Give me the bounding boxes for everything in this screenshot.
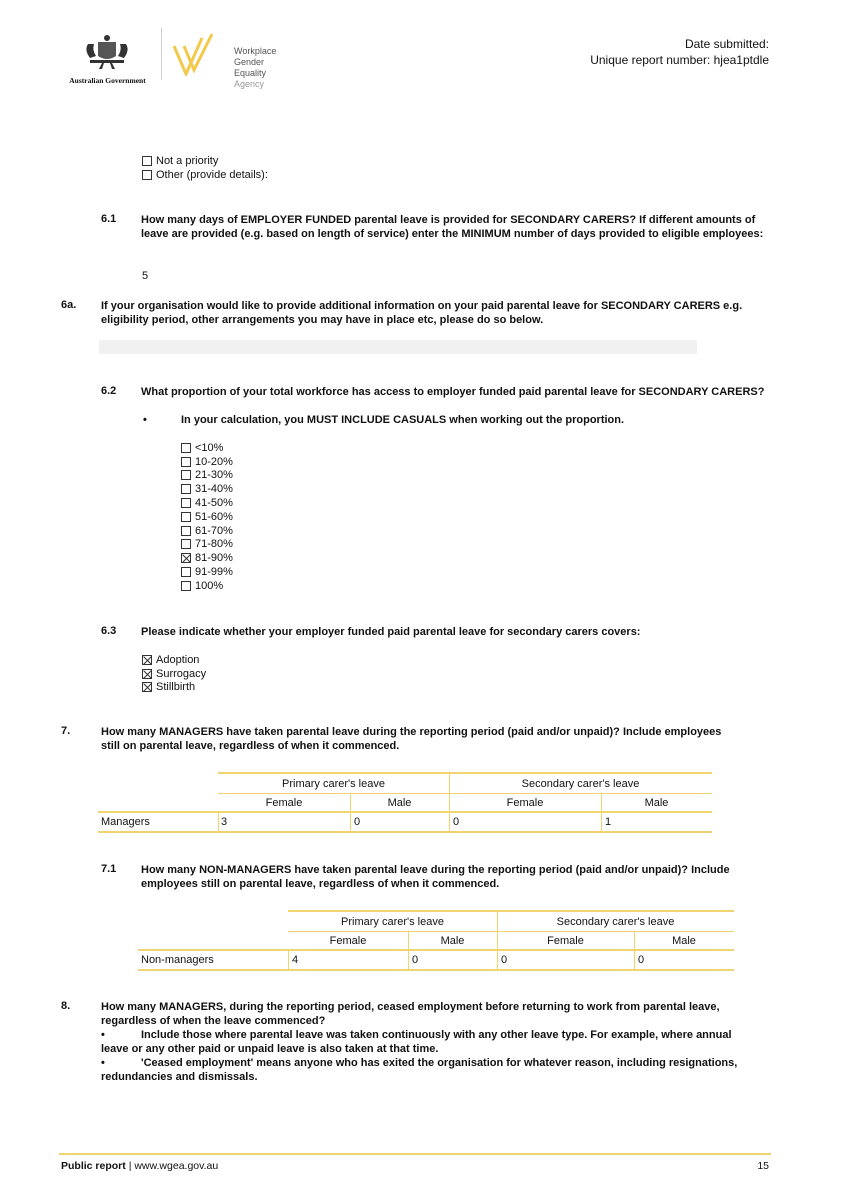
question-7-text: How many MANAGERS have taken parental leave during the reporting period (paid and/or unpaid)? Include employees still on parental leave, regardless of when it commenced.: [101, 726, 722, 752]
question-number: 7.: [61, 725, 71, 737]
option-not-a-priority[interactable]: Not a priority: [142, 154, 268, 168]
option-81-90[interactable]: 81-90%: [181, 551, 233, 565]
group-header-primary: Primary carer's leave: [341, 916, 444, 928]
col-header-female: Female: [506, 797, 544, 809]
managers-leave-table: [98, 772, 714, 834]
checkbox[interactable]: [181, 498, 191, 508]
header-divider: [161, 28, 162, 80]
question-6-1-answer: 5: [142, 270, 149, 282]
group-header-secondary: Secondary carer's leave: [556, 916, 675, 928]
option-21-30[interactable]: 21-30%: [181, 469, 233, 483]
proportion-options-list: [181, 441, 233, 593]
checkbox-checked[interactable]: [181, 553, 191, 563]
col-header-male: Male: [672, 935, 696, 947]
table-cell: 0: [354, 816, 361, 828]
col-header-male: Male: [440, 935, 465, 947]
checkbox-checked[interactable]: [142, 655, 152, 665]
bullet-marker: •: [101, 1057, 105, 1069]
option-other[interactable]: Other (provide details):: [142, 168, 268, 182]
table-cell: 0: [638, 954, 645, 966]
option-surrogacy[interactable]: Surrogacy: [142, 667, 206, 681]
question-6-2-bullet: In your calculation, you MUST INCLUDE CASUALS when working out the proportion.: [181, 414, 625, 426]
col-header-female: Female: [329, 935, 367, 947]
question-6a-text: If your organisation would like to provide additional information on your paid parental leave for SECONDARY CARERS e.g. eligibility period, other arrangements you may have in place etc, please do so below.: [101, 300, 743, 326]
table-cell: 3: [221, 816, 228, 828]
table-cell: 0: [501, 954, 508, 966]
question-number: 7.1: [101, 863, 117, 875]
government-label: Australian Government: [69, 76, 146, 85]
checkbox-checked[interactable]: [142, 682, 152, 692]
bullet-marker: •: [101, 1029, 105, 1041]
col-header-female: Female: [547, 935, 584, 947]
checkbox[interactable]: [181, 512, 191, 522]
question-number: 8.: [61, 1000, 71, 1012]
agency-name-line-1: Workplace: [234, 46, 277, 56]
checkbox[interactable]: [181, 443, 191, 453]
wgea-checkmark-icon: [172, 32, 224, 76]
checkbox[interactable]: [181, 470, 191, 480]
checkbox[interactable]: [181, 567, 191, 577]
checkbox[interactable]: [181, 539, 191, 549]
table-cell: 0: [412, 954, 419, 966]
non-managers-leave-table: [138, 910, 735, 972]
question-7-1-text: How many NON-MANAGERS have taken parental leave during the reporting period (paid and/or unpaid)? Include employees still on parental leave, regardless of when it commenced.: [141, 864, 730, 890]
additional-info-field[interactable]: [99, 340, 697, 354]
col-header-male: Male: [644, 797, 669, 809]
option-100[interactable]: 100%: [181, 579, 233, 593]
question-number: 6.3: [101, 625, 117, 637]
footer-public-report: Public report: [61, 1160, 126, 1172]
group-header-secondary: Secondary carer's leave: [521, 778, 640, 790]
footer-separator: |: [128, 1160, 132, 1172]
row-label: Non-managers: [141, 954, 214, 966]
question-6-3-text: Please indicate whether your employer funded paid parental leave for secondary carers covers:: [141, 626, 641, 638]
option-71-80[interactable]: 71-80%: [181, 538, 233, 552]
checkbox[interactable]: [142, 170, 152, 180]
question-8-text: How many MANAGERS, during the reporting period, ceased employment before returning to work from parental leave, regardless of when the leave commenced?: [101, 1001, 720, 1027]
wgea-logo: [172, 32, 292, 89]
question-6-1-text: How many days of EMPLOYER FUNDED parental leave is provided for SECONDARY CARERS? If different amounts of leave are provided (e.g. based on length of service) enter the MINIMUM number of days provided to eligible employees:: [141, 214, 764, 240]
row-label: Managers: [101, 816, 150, 828]
col-header-male: Male: [387, 797, 412, 809]
checkbox[interactable]: [181, 457, 191, 467]
table-cell: 4: [292, 954, 299, 966]
group-header-primary: Primary carer's leave: [282, 778, 385, 790]
government-crest-logo: [60, 32, 155, 85]
option-61-70[interactable]: 61-70%: [181, 524, 233, 538]
footer-website-link[interactable]: www.wgea.gov.au: [134, 1160, 219, 1172]
question-number: 6.1: [101, 213, 117, 225]
option-10-20[interactable]: 10-20%: [181, 455, 233, 469]
col-header-female: Female: [265, 797, 303, 809]
checkbox[interactable]: [142, 156, 152, 166]
question-number: 6a.: [61, 299, 77, 311]
footer: [61, 1160, 218, 1172]
table-cell: 1: [605, 816, 612, 828]
question-number: 6.2: [101, 385, 117, 397]
bullet-marker: •: [143, 414, 147, 426]
option-adoption[interactable]: Adoption: [142, 653, 206, 667]
checkbox-checked[interactable]: [142, 669, 152, 679]
table-cell: 0: [453, 816, 460, 828]
option-51-60[interactable]: 51-60%: [181, 510, 233, 524]
option-91-99[interactable]: 91-99%: [181, 565, 233, 579]
question-6-2-text: What proportion of your total workforce has access to employer funded paid parental leave for SECONDARY CARERS?: [141, 386, 765, 398]
footer-rule: [59, 1153, 771, 1155]
date-submitted: Date submitted:: [684, 37, 769, 51]
unique-report-number: Unique report number: hjea1ptdle: [590, 53, 769, 67]
checkbox[interactable]: [181, 484, 191, 494]
option-41-50[interactable]: 41-50%: [181, 496, 233, 510]
top-options-list: [142, 154, 268, 182]
question-8-bullet-1: Include those where parental leave was taken continuously with any other leave type. For example, where annual leave or any other paid or unpaid leave is also taken at that time.: [101, 1029, 732, 1055]
coverage-options-list: [142, 653, 206, 694]
checkbox[interactable]: [181, 581, 191, 591]
option-stillbirth[interactable]: Stillbirth: [142, 681, 206, 695]
option-lt-10[interactable]: <10%: [181, 441, 233, 455]
agency-name-line-2: Gender Equality: [234, 57, 267, 78]
option-31-40[interactable]: 31-40%: [181, 482, 233, 496]
coat-of-arms-icon: [60, 32, 155, 70]
checkbox[interactable]: [181, 526, 191, 536]
agency-name-line-3: Agency: [234, 79, 265, 89]
page-number: 15: [757, 1160, 769, 1172]
question-8-bullet-2: 'Ceased employment' means anyone who has exited the organisation for whatever reason, including resignations, redundancies and dismissals.: [101, 1057, 738, 1083]
